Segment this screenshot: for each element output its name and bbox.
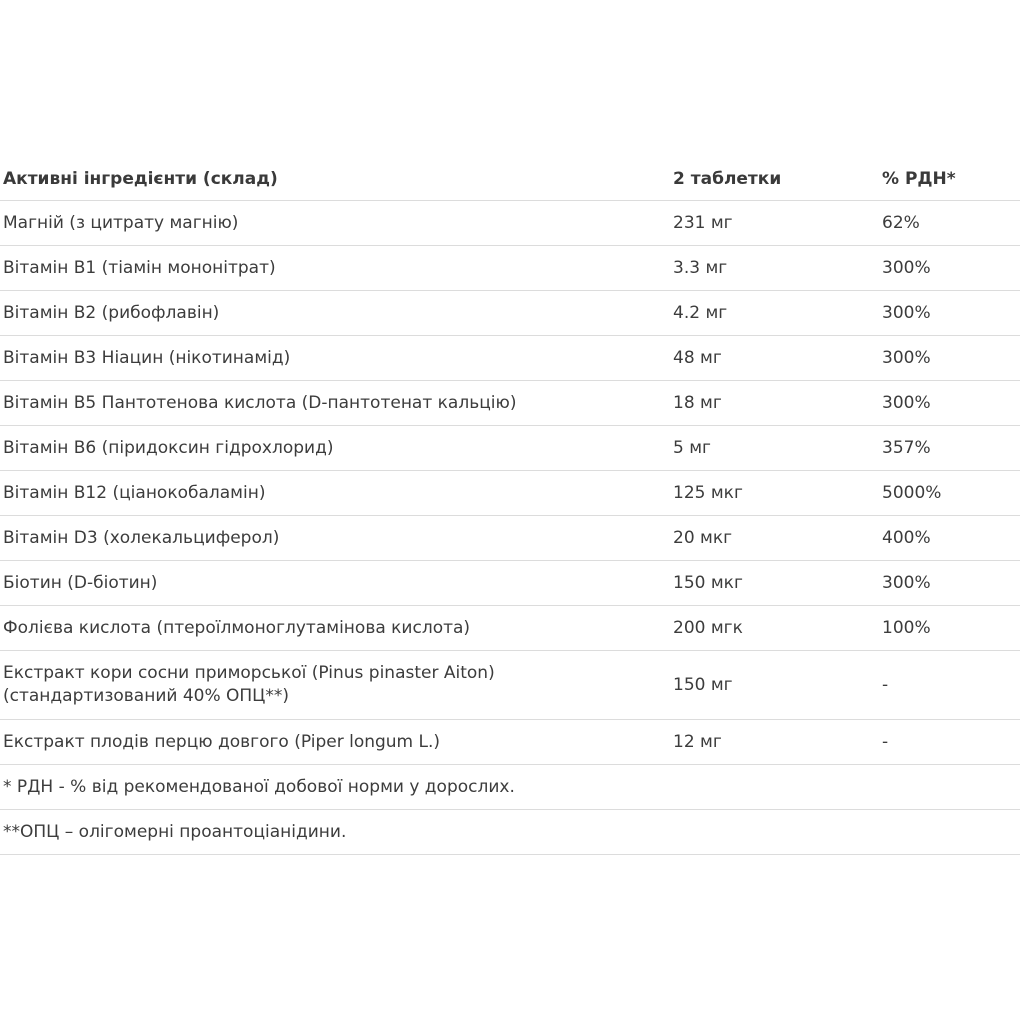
- ingredient-dose: 4.2 мг: [673, 302, 728, 323]
- ingredient-name: [0, 662, 670, 708]
- table-row: [0, 201, 1020, 246]
- ingredient-rdn: 357%: [882, 437, 931, 458]
- table-row: [0, 246, 1020, 291]
- footnote-rdn: * РДН - % від рекомендованої добової норми у дорослих.: [3, 776, 515, 797]
- footnote-opc: **ОПЦ – олігомерні проантоціанідини.: [3, 821, 347, 842]
- ingredient-name: Екстракт плодів перцю довгого (Piper longum L.): [3, 731, 441, 752]
- ingredient-name: Вітамін В2 (рибофлавін): [3, 302, 220, 323]
- ingredient-dose: 231 мг: [673, 212, 733, 233]
- ingredient-dose: 200 мгк: [673, 617, 743, 638]
- ingredient-name-line-1: Екстракт кори сосни приморської (Pinus pinaster Aiton): [3, 663, 495, 683]
- ingredient-name: Вітамін В5 Пантотенова кислота (D-пантотенат кальцію): [3, 392, 517, 413]
- ingredient-dose: 18 мг: [673, 392, 722, 413]
- ingredient-rdn: 300%: [882, 302, 931, 323]
- ingredient-name: Фолієва кислота (птероїлмоноглутамінова кислота): [3, 617, 471, 638]
- ingredient-name: Вітамін В12 (ціанокобаламін): [3, 482, 266, 503]
- ingredient-dose: 125 мкг: [673, 482, 743, 503]
- ingredient-rdn: 5000%: [882, 482, 942, 503]
- ingredient-name: Вітамін В3 Ніацин (нікотинамід): [3, 347, 291, 368]
- ingredient-rdn: 300%: [882, 572, 931, 593]
- ingredient-dose: 12 мг: [673, 731, 722, 752]
- ingredient-name: Вітамін D3 (холекальциферол): [3, 527, 280, 548]
- footnote-row: [0, 810, 1020, 855]
- ingredient-name: Біотин (D-біотин): [3, 572, 158, 593]
- ingredient-dose: 150 мкг: [673, 572, 743, 593]
- ingredient-rdn: -: [882, 674, 889, 695]
- header-ingredients: Активні інгредієнти (склад): [3, 168, 278, 189]
- table-row: [0, 720, 1020, 765]
- table-header-row: [0, 158, 1020, 201]
- ingredient-rdn: 62%: [882, 212, 920, 233]
- table-row: [0, 561, 1020, 606]
- ingredient-rdn: 300%: [882, 347, 931, 368]
- ingredient-name: Магній (з цитрату магнію): [3, 212, 239, 233]
- ingredient-name-line-2: (стандартизований 40% ОПЦ**): [3, 686, 290, 706]
- table-row: [0, 606, 1020, 651]
- footnote-row: [0, 765, 1020, 810]
- table-row: [0, 651, 1020, 720]
- ingredient-dose: 3.3 мг: [673, 257, 728, 278]
- table-row: [0, 426, 1020, 471]
- ingredient-rdn: -: [882, 731, 889, 752]
- ingredient-name: Вітамін В6 (піридоксин гідрохлорид): [3, 437, 334, 458]
- ingredient-name: Вітамін В1 (тіамін мононітрат): [3, 257, 276, 278]
- table-row: [0, 471, 1020, 516]
- ingredient-rdn: 300%: [882, 257, 931, 278]
- table-row: [0, 291, 1020, 336]
- table-row: [0, 516, 1020, 561]
- table-row: [0, 336, 1020, 381]
- ingredient-dose: 5 мг: [673, 437, 711, 458]
- table-row: [0, 381, 1020, 426]
- ingredient-dose: 150 мг: [673, 674, 733, 695]
- ingredients-table: [0, 158, 1020, 855]
- ingredient-rdn: 400%: [882, 527, 931, 548]
- ingredient-rdn: 300%: [882, 392, 931, 413]
- ingredient-dose: 48 мг: [673, 347, 722, 368]
- ingredient-rdn: 100%: [882, 617, 931, 638]
- ingredient-dose: 20 мкг: [673, 527, 733, 548]
- header-dose: 2 таблетки: [673, 168, 782, 189]
- header-rdn: % РДН*: [882, 168, 956, 189]
